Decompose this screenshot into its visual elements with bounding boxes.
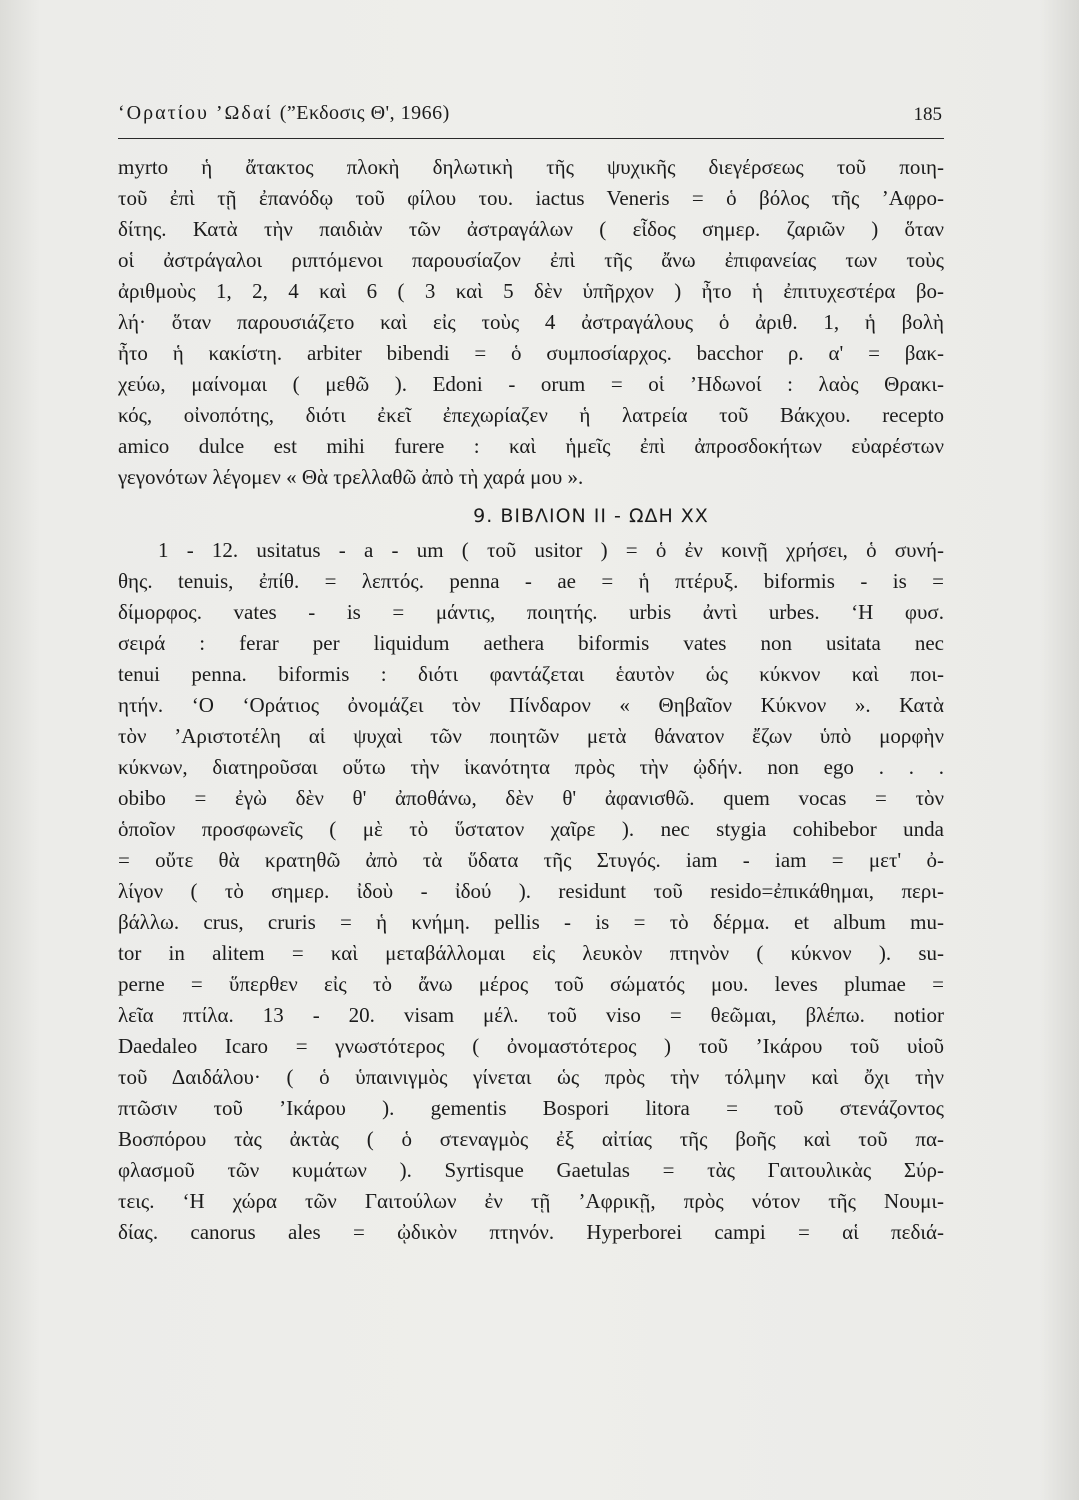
text-line: ἀριθμοὺς 1, 2, 4 καὶ 6 ( 3 καὶ 5 δὲν ὑπῆρχον ) ἦτο ἡ ἐπιτυχεστέρα βο- <box>118 279 944 303</box>
text-line: 1 - 12. usitatus - a - um ( τοῦ usitor ) = ὁ ἐν κοινῇ χρήσει, ὁ συνή- <box>158 538 944 562</box>
text-line: τεις. ‘Η χώρα τῶν Γαιτούλων ἐν τῇ ’Αφρικῇ, πρὸς νότον τῆς Νουμι- <box>118 1189 944 1213</box>
text-line: obibo = ἐγὼ δὲν θ' ἀποθάνω, δὲν θ' ἀφανισθῶ. quem vocas = τὸν <box>118 786 944 810</box>
text-line: πτῶσιν τοῦ ’Ικάρου ). gementis Bospori litora = τοῦ στενάζοντος <box>118 1096 944 1120</box>
text-line: tenui penna. biformis : διότι φαντάζεται ἑαυτὸν ὡς κύκνον καὶ ποι- <box>118 662 944 686</box>
running-head-title: ‘Ορατίου ’Ωδαί <box>118 102 273 124</box>
text-line: βάλλω. crus, cruris = ἡ κνήμη. pellis - is = τὸ δέρμα. et album mu- <box>118 910 944 934</box>
text-line: δίας. canorus ales = ᾠδικὸν πτηνόν. Hyperborei campi = αἱ πεδιά- <box>118 1220 944 1244</box>
text-line: τοῦ Δαιδάλου· ( ὁ ὑπαινιγμὸς γίνεται ὡς πρὸς τὴν τόλμην καὶ ὄχι τὴν <box>118 1065 944 1089</box>
paragraph-1 <box>118 152 944 493</box>
text-line: ητήν. ‘Ο ‘Οράτιος ὀνομάζει τὸν Πίνδαρον « Θηβαῖον Κύκνον ». Κατὰ <box>118 693 944 717</box>
running-head <box>118 102 450 125</box>
text-line: φλασμοῦ τῶν κυμάτων ). Syrtisque Gaetulas = τὰς Γαιτουλικὰς Σύρ- <box>118 1158 944 1182</box>
text-line: δίμορφος. vates - is = μάντις, ποιητής. urbis ἀντὶ urbes. ‘Η φυσ. <box>118 600 944 624</box>
text-line: χεύω, μαίνομαι ( μεθῶ ). Edoni - orum = οἱ ’Ηδωνοί : λαὸς Θρακι- <box>118 372 944 396</box>
paragraph-2 <box>118 535 944 1248</box>
text-line: ὁποῖον προσφωνεῖς ( μὲ τὸ ὕστατον χαῖρε ). nec stygia cohibebor unda <box>118 817 944 841</box>
text-line: Daedaleo Icaro = γνωστότερος ( ὀνομαστότερος ) τοῦ ’Ικάρου τοῦ υἱοῦ <box>118 1034 944 1058</box>
text-line: amico dulce est mihi furere : καὶ ἡμεῖς ἐπὶ ἀπροσδοκήτων εὐαρέστων <box>118 434 944 458</box>
text-line: myrto ἡ ἄτακτος πλοκὴ δηλωτικὴ τῆς ψυχικῆς διεγέρσεως τοῦ ποιη- <box>118 155 944 179</box>
text-line: κύκνων, διατηροῦσαι οὕτω τὴν ἱκανότητα πρὸς τὴν ᾠδήν. non ego . . . <box>118 755 944 779</box>
text-line: τοῦ ἐπὶ τῇ ἐπανόδῳ τοῦ φίλου του. iactus Veneris = ὁ βόλος τῆς ’Αφρο- <box>118 186 944 210</box>
text-line: τὸν ’Αριστοτέλη αἱ ψυχαὶ τῶν ποιητῶν μετὰ θάνατον ἔζων ὑπὸ μορφὴν <box>118 724 944 748</box>
text-line: perne = ὕπερθεν εἰς τὸ ἄνω μέρος τοῦ σώματός μου. leves plumae = <box>118 972 944 996</box>
running-head-edition: (”Εκδοσις Θ', 1966) <box>279 102 450 124</box>
section-title: 9. ΒΙΒΛΙΟΝ ΙΙ - ΩΔΗ ΧΧ <box>473 505 709 527</box>
text-line: οἱ ἀστράγαλοι ριπτόμενοι παρουσίαζον ἐπὶ τῆς ἄνω ἐπιφανείας των τοὺς <box>118 248 944 272</box>
text-line: σειρά : ferar per liquidum aethera biformis vates non usitata nec <box>118 631 944 655</box>
text-line: κός, οἰνοπότης, διότι ἐκεῖ ἐπεχωρίαζεν ἡ λατρεία τοῦ Βάκχου. recepto <box>118 403 944 427</box>
text-line: λή· ὅταν παρουσιάζετο καὶ εἰς τοὺς 4 ἀστραγάλους ὁ ἀριθ. 1, ἡ βολὴ <box>118 310 944 334</box>
page-number: 185 <box>913 104 942 125</box>
text-line: tor in alitem = καὶ μεταβάλλομαι εἰς λευκὸν πτηνὸν ( κύκνον ). su- <box>118 941 944 965</box>
text-line: = οὔτε θὰ κρατηθῶ ἀπὸ τὰ ὕδατα τῆς Στυγός. iam - iam = μετ' ὀ- <box>118 848 944 872</box>
text-line: ἦτο ἡ κακίστη. arbiter bibendi = ὁ συμποσίαρχος. bacchor ρ. α' = βακ- <box>118 341 944 365</box>
text-line: λεῖα πτίλα. 13 - 20. visam μέλ. τοῦ viso = θεῶμαι, βλέπω. notior <box>118 1003 944 1027</box>
page-header <box>118 96 944 139</box>
text-line: γεγονότων λέγομεν « Θὰ τρελλαθῶ ἀπὸ τὴ χαρά μου ». <box>118 465 584 489</box>
commentary-text <box>118 152 944 1248</box>
text-line: δίτης. Κατὰ τὴν παιδιὰν τῶν ἀστραγάλων ( εἶδος σημερ. ζαριῶν ) ὅταν <box>118 217 944 241</box>
text-line: λίγον ( τὸ σημερ. ἰδοὺ - ἰδού ). residunt τοῦ resido=ἐπικάθημαι, περι- <box>118 879 944 903</box>
text-line: Βοσπόρου τὰς ἀκτὰς ( ὁ στεναγμὸς ἐξ αἰτίας τῆς βοῆς καὶ τοῦ πα- <box>118 1127 944 1151</box>
text-line: θης. tenuis, ἐπίθ. = λεπτός. penna - ae = ἡ πτέρυξ. biformis - is = <box>118 569 944 593</box>
